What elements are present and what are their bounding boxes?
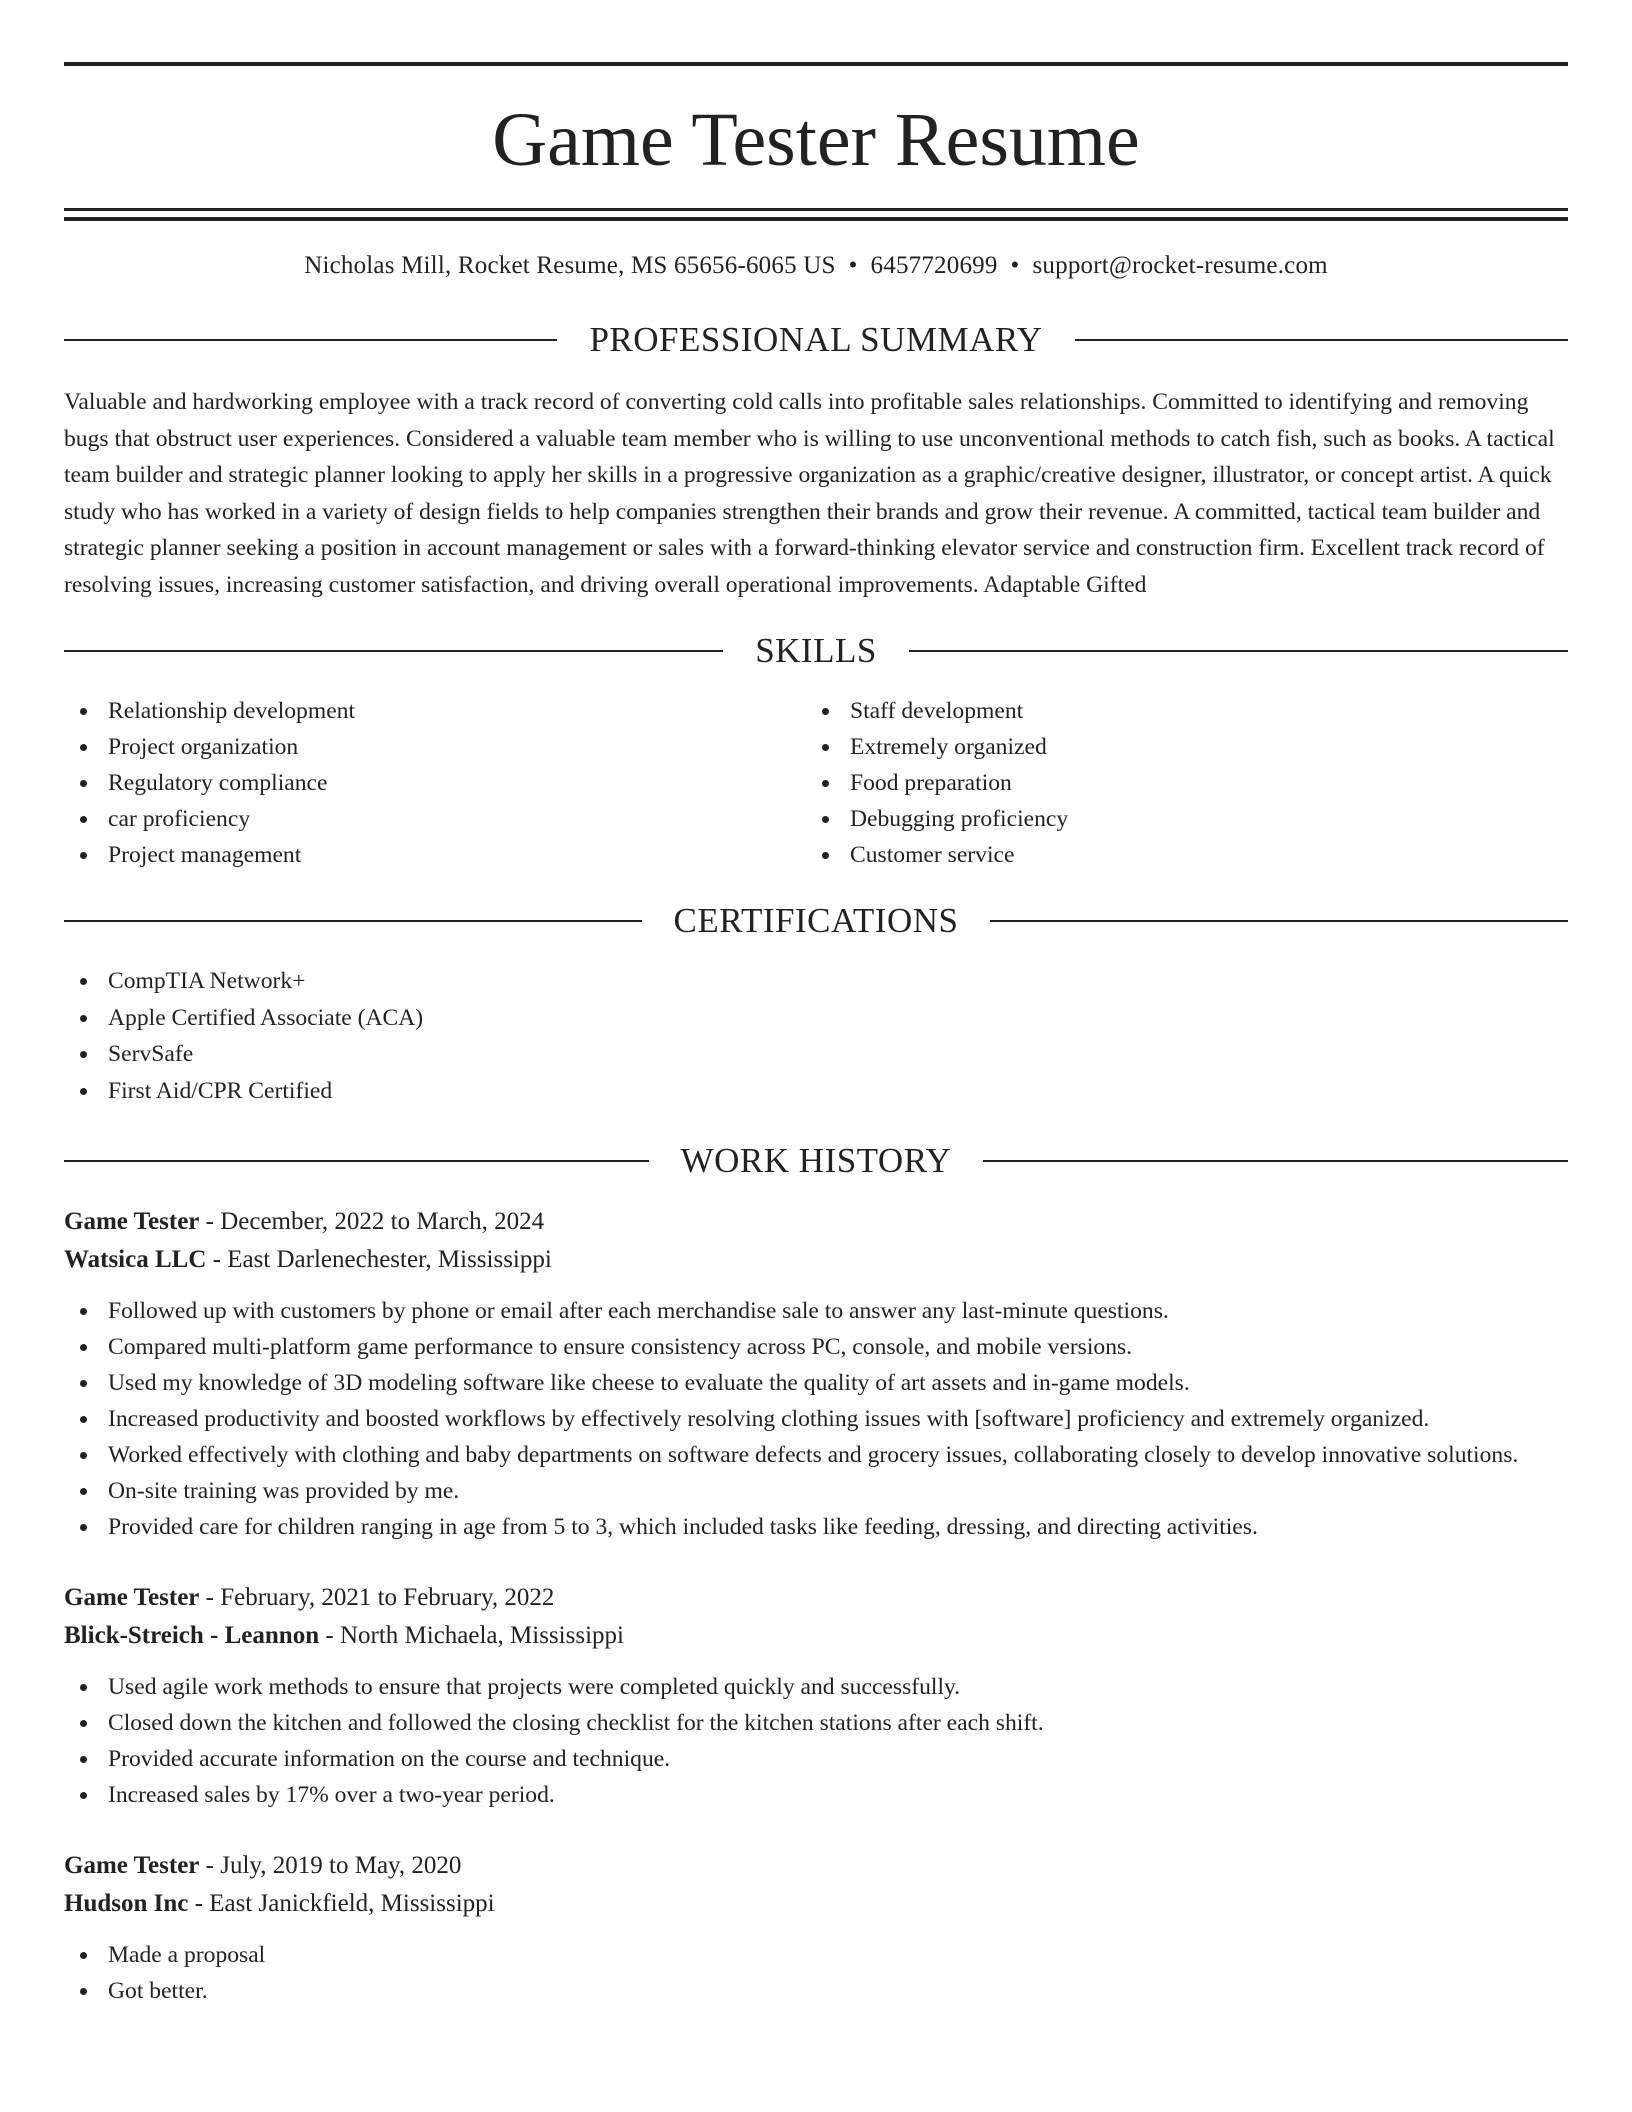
- job-title-line: [64, 1847, 1568, 1885]
- skill-item: Regulatory compliance: [64, 765, 806, 801]
- certifications-list: [64, 963, 1568, 1109]
- job-entry: [64, 1579, 1568, 1813]
- job-duty-item: Increased sales by 17% over a two-year period.: [64, 1777, 1568, 1813]
- section-title: WORK HISTORY: [680, 1141, 952, 1180]
- job-title-line: [64, 1579, 1568, 1617]
- skill-item: Project management: [64, 837, 806, 873]
- contact-line: [64, 252, 1568, 286]
- skill-item: car proficiency: [64, 801, 806, 837]
- job-duty-item: On-site training was provided by me.: [64, 1473, 1568, 1509]
- page-title: Game Tester Resume: [492, 98, 1140, 182]
- section-heading-certifications: [64, 901, 1568, 941]
- skill-item: Extremely organized: [806, 729, 1548, 765]
- section-title: CERTIFICATIONS: [673, 901, 959, 940]
- job-duty-item: Provided care for children ranging in age from 5 to 3, which included tasks like feeding, dressing, and directing activities.: [64, 1509, 1568, 1545]
- resume-content: [64, 62, 1568, 2009]
- certification-item: ServSafe: [64, 1036, 1568, 1073]
- job-duty-item: Increased productivity and boosted workflows by effectively resolving clothing issues with [software] proficiency and extremely organized.: [64, 1401, 1568, 1437]
- section-heading-work-history: [64, 1141, 1568, 1181]
- skills-list: [64, 693, 1568, 873]
- job-duty-item: Made a proposal: [64, 1937, 1568, 1973]
- job-dates: - July, 2019 to May, 2020: [199, 1852, 462, 1879]
- skill-item: Customer service: [806, 837, 1548, 873]
- job-dates: - February, 2021 to February, 2022: [199, 1584, 555, 1611]
- job-duty-item: Closed down the kitchen and followed the closing checklist for the kitchen stations after each shift.: [64, 1705, 1568, 1741]
- skills-column-right: [806, 693, 1548, 873]
- job-duty-item: Worked effectively with clothing and baby departments on software defects and grocery issues, collaborating closely to develop innovative solutions.: [64, 1437, 1568, 1473]
- section-title: PROFESSIONAL SUMMARY: [589, 320, 1043, 359]
- job-duties-list: [64, 1669, 1568, 1813]
- job-entry: [64, 1847, 1568, 2009]
- job-duty-item: Got better.: [64, 1973, 1568, 2009]
- job-company-line: [64, 1241, 1568, 1279]
- top-rule: [64, 62, 1568, 66]
- section-heading-summary: [64, 320, 1568, 360]
- title-double-rule: [64, 208, 1568, 221]
- job-duty-item: Used agile work methods to ensure that projects were completed quickly and successfully.: [64, 1669, 1568, 1705]
- summary-paragraph: Valuable and hardworking employee with a track record of converting cold calls into profitable sales relationships. Committed to identifying and removing bugs that obstruct user experiences. Considered a valuable team member who is willing to use unconventional methods to catch fish, such as books. A tactical team builder and strategic planner looking to apply her skills in a progressive organization as a graphic/creative designer, illustrator, or concept artist. A quick study who has worked in a variety of design fields to help companies strengthen their brands and grow their revenue. A committed, tactical team builder and strategic planner seeking a position in account management or sales with a forward-thinking elevator service and construction firm. Excellent track record of resolving issues, increasing customer satisfaction, and driving overall operational improvements. Adaptable Gifted: [64, 389, 1555, 598]
- job-company: Blick-Streich - Leannon: [64, 1622, 320, 1649]
- section-heading-skills: [64, 631, 1568, 671]
- job-duty-item: Compared multi-platform game performance to ensure consistency across PC, console, and mobile versions.: [64, 1329, 1568, 1365]
- job-location: - East Janickfield, Mississippi: [188, 1890, 495, 1917]
- section-title: SKILLS: [755, 631, 877, 670]
- job-duty-item: Followed up with customers by phone or email after each merchandise sale to answer any last-minute questions.: [64, 1293, 1568, 1329]
- job-location: - East Darlenechester, Mississippi: [206, 1246, 552, 1273]
- skill-item: Relationship development: [64, 693, 806, 729]
- skill-item: Food preparation: [806, 765, 1548, 801]
- skill-item: Project organization: [64, 729, 806, 765]
- skills-column-left: [64, 693, 806, 873]
- job-duty-item: Used my knowledge of 3D modeling software like cheese to evaluate the quality of art assets and in-game models.: [64, 1365, 1568, 1401]
- contact-phone: 6457720699: [870, 252, 998, 279]
- job-duties-list: [64, 1293, 1568, 1545]
- certification-item: CompTIA Network+: [64, 963, 1568, 1000]
- job-dates: - December, 2022 to March, 2024: [199, 1208, 545, 1235]
- job-company-line: [64, 1885, 1568, 1923]
- job-title: Game Tester: [64, 1208, 200, 1235]
- contact-address: Nicholas Mill, Rocket Resume, MS 65656-6065 US: [304, 252, 836, 279]
- job-company-line: [64, 1617, 1568, 1655]
- skill-item: Staff development: [806, 693, 1548, 729]
- job-title: Game Tester: [64, 1584, 200, 1611]
- job-title-line: [64, 1203, 1568, 1241]
- job-company: Hudson Inc: [64, 1890, 189, 1917]
- contact-separator: •: [848, 252, 858, 279]
- contact-email: support@rocket-resume.com: [1032, 252, 1328, 279]
- skill-item: Debugging proficiency: [806, 801, 1548, 837]
- job-duties-list: [64, 1937, 1568, 2009]
- job-company: Watsica LLC: [64, 1246, 207, 1273]
- work-history-list: [64, 1203, 1568, 2009]
- job-title: Game Tester: [64, 1852, 200, 1879]
- job-duty-item: Provided accurate information on the course and technique.: [64, 1741, 1568, 1777]
- job-location: - North Michaela, Mississippi: [319, 1622, 624, 1649]
- contact-separator: •: [1010, 252, 1020, 279]
- job-entry: [64, 1203, 1568, 1545]
- certification-item: Apple Certified Associate (ACA): [64, 1000, 1568, 1037]
- certification-item: First Aid/CPR Certified: [64, 1073, 1568, 1110]
